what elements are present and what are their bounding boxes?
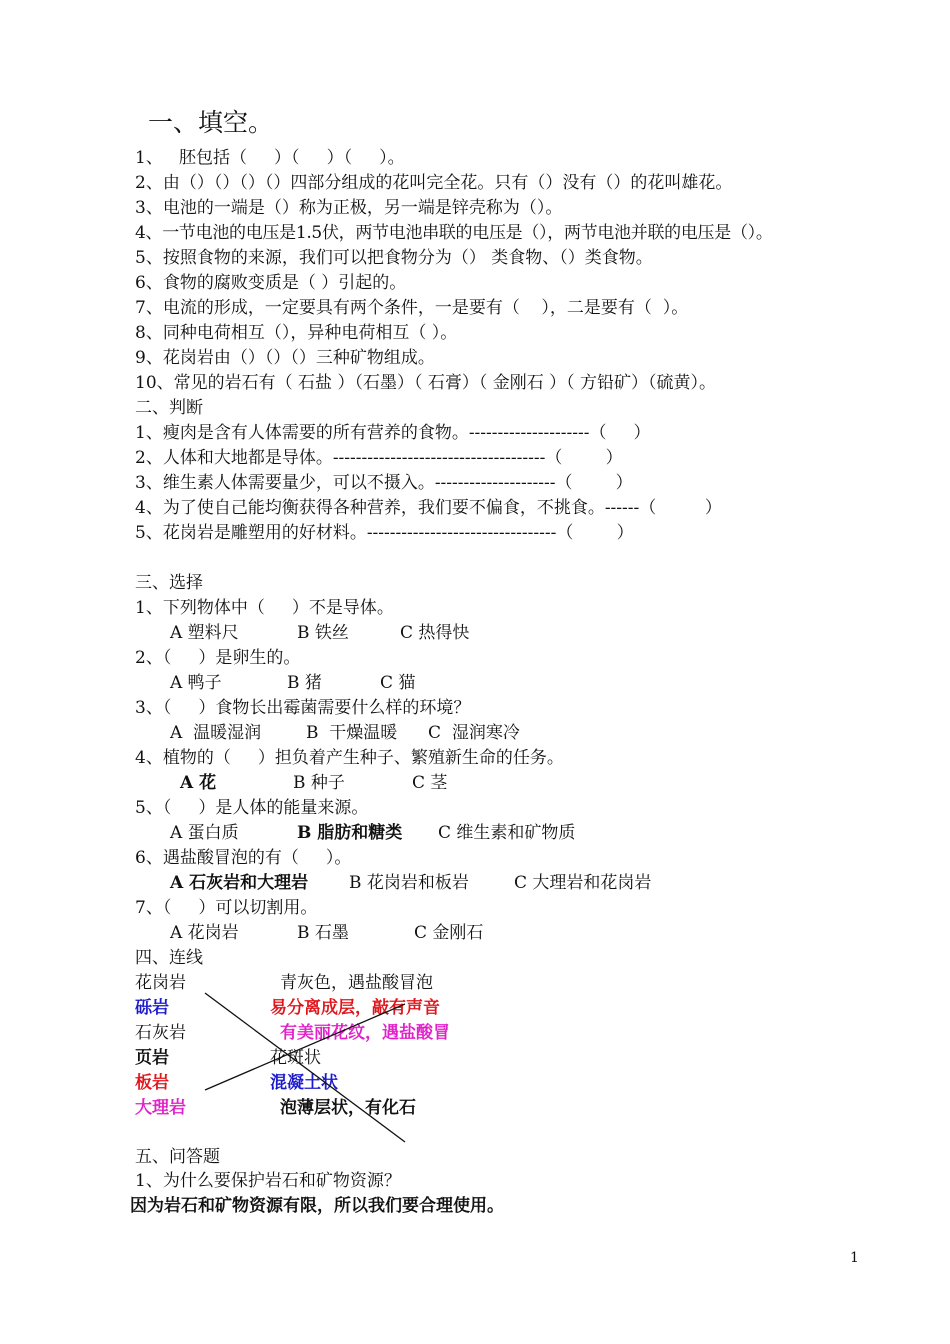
choice-option-c: C 湿润寒冷: [428, 723, 520, 743]
fill-item: 5、按照食物的来源，我们可以把食物分为（） 类食物、（）类食物。: [135, 248, 653, 268]
judge-item: 3、维生素人体需要量少，可以不摄入。---------------------（ ）: [135, 473, 633, 493]
page-number: 1: [850, 1250, 859, 1266]
match-left-item: 砾岩: [135, 998, 169, 1018]
match-right-item: 花斑状: [270, 1048, 321, 1068]
judge-item: 5、花岗岩是雕塑用的好材料。---------------------------------（ ）: [135, 523, 634, 543]
choice-question: 7、（ ）可以切割用。: [135, 898, 318, 918]
qa-question: 1、为什么要保护岩石和矿物资源？: [135, 1171, 401, 1191]
choice-option-b-answer: B 脂肪和糖类: [297, 823, 403, 843]
fill-item: 1、 胚包括（ ）（ ）（ ）。: [135, 148, 405, 168]
fill-item: 2、由（）（）（）（）四部分组成的花叫完全花。只有（）没有（）的花叫雄花。: [135, 173, 733, 193]
choice-option-c: C 金刚石: [414, 923, 484, 943]
match-left-item: 大理岩: [135, 1098, 186, 1118]
choice-option-b: B 猪: [287, 673, 322, 693]
choice-option-a: A 温暖湿润: [170, 723, 262, 743]
choice-question: 5、（ ）是人体的能量来源。: [135, 798, 369, 818]
fill-item: 3、电池的一端是（）称为正极，另一端是锌壳称为（）。: [135, 198, 563, 218]
choice-option-c: C 热得快: [400, 623, 470, 643]
choice-option-c: C 茎: [412, 773, 448, 793]
match-connector-line: [205, 993, 405, 1142]
section-title-match: 四、连线: [135, 948, 203, 968]
match-right-item: 泡薄层状，有化石: [280, 1098, 416, 1118]
choice-question: 6、遇盐酸冒泡的有（ ）。: [135, 848, 352, 868]
match-right-item: 混凝土状: [270, 1073, 338, 1093]
choice-option-b: B 干燥温暖: [306, 723, 398, 743]
choice-option-b: B 种子: [293, 773, 345, 793]
choice-option-b: B 铁丝: [297, 623, 349, 643]
choice-option-a: A 蛋白质: [170, 823, 239, 843]
section-title-qa: 五、问答题: [135, 1147, 220, 1167]
choice-option-a: A 塑料尺: [170, 623, 239, 643]
choice-option-a-answer: A 石灰岩和大理岩: [170, 873, 309, 893]
match-left-item: 页岩: [135, 1048, 169, 1068]
match-left-item: 板岩: [135, 1073, 169, 1093]
section-title-choice: 三、选择: [135, 573, 203, 593]
fill-item: 4、一节电池的电压是1.5伏，两节电池串联的电压是（），两节电池并联的电压是（）。: [135, 223, 773, 243]
choice-question: 2、（ ）是卵生的。: [135, 648, 301, 668]
choice-option-c: C 大理岩和花岗岩: [514, 873, 652, 893]
match-right-item: 青灰色，遇盐酸冒泡: [280, 973, 433, 993]
fill-item: 7、电流的形成，一定要具有两个条件，一是要有（ ），二是要有（ ）。: [135, 298, 689, 318]
fill-item: 6、食物的腐败变质是（ ）引起的。: [135, 273, 407, 293]
choice-question: 4、植物的（ ）担负着产生种子、繁殖新生命的任务。: [135, 748, 564, 768]
fill-item: 8、同种电荷相互（），异种电荷相互（ ）。: [135, 323, 458, 343]
choice-question: 3、（ ）食物长出霉菌需要什么样的环境？: [135, 698, 471, 718]
match-left-item: 花岗岩: [135, 973, 186, 993]
match-connector-line: [205, 1004, 405, 1090]
fill-item: 9、花岗岩由（）（）（）三种矿物组成。: [135, 348, 435, 368]
fill-item: 10、常见的岩石有（ 石盐 ）（石墨）（ 石膏）（ 金刚石 ）（ 方铅矿）（硫黄）。: [135, 373, 717, 393]
choice-option-c: C 猫: [380, 673, 416, 693]
choice-option-b: B 石墨: [297, 923, 349, 943]
judge-item: 2、人体和大地都是导体。-------------------------------------（ ）: [135, 448, 623, 468]
choice-option-a-answer: A 花: [180, 773, 217, 793]
match-right-item: 易分离成层，敲有声音: [270, 998, 440, 1018]
choice-option-a: A 花岗岩: [170, 923, 239, 943]
judge-item: 4、为了使自己能均衡获得各种营养，我们要不偏食，不挑食。------（ ）: [135, 498, 722, 518]
judge-item: 1、瘦肉是含有人体需要的所有营养的食物。---------------------（ ）: [135, 423, 651, 443]
choice-option-b: B 花岗岩和板岩: [349, 873, 469, 893]
match-left-item: 石灰岩: [135, 1023, 186, 1043]
qa-answer: 因为岩石和矿物资源有限，所以我们要合理使用。: [130, 1196, 504, 1216]
match-right-item: 有美丽花纹，遇盐酸冒: [280, 1023, 450, 1043]
section-title-fill: 一、填空。: [148, 108, 274, 137]
section-title-judge: 二、判断: [135, 398, 203, 418]
choice-option-c: C 维生素和矿物质: [438, 823, 576, 843]
choice-option-a: A 鸭子: [170, 673, 222, 693]
choice-question: 1、下列物体中（ ）不是导体。: [135, 598, 394, 618]
